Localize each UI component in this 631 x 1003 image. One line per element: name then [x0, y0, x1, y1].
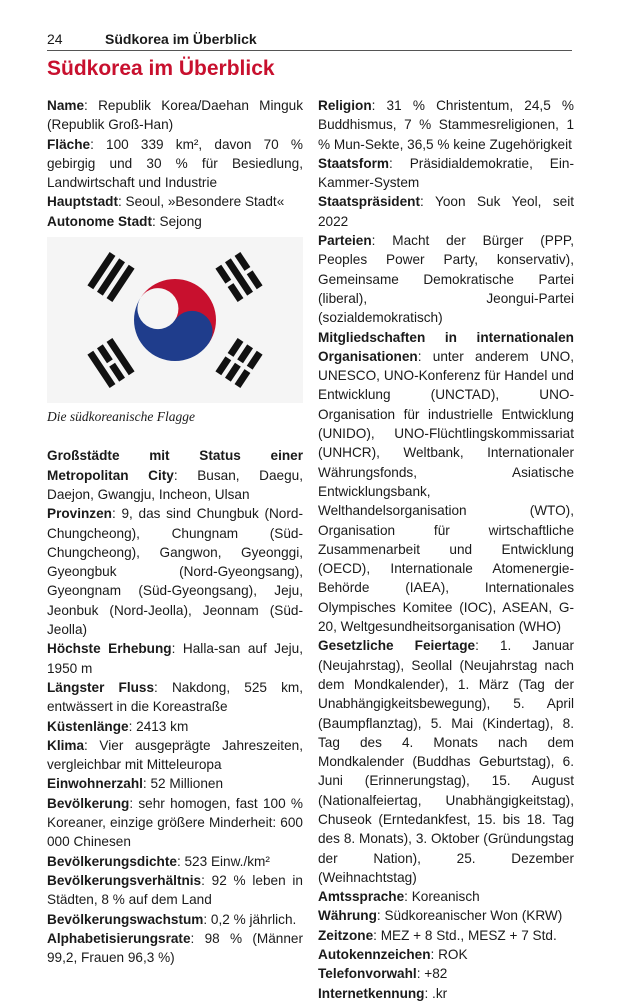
- fact-label: Internetkennung: [318, 985, 425, 1001]
- fact-entry: [318, 154, 574, 193]
- fact-text: : Macht der Bürger (PPP, Peoples Power Party, konservativ), Gemeinsame Demokratische Partei (liberal), Jeongui-Partei (sozialdemokratisch): [318, 233, 574, 326]
- fact-text: : .kr: [424, 985, 448, 1001]
- fact-entry: [47, 504, 303, 639]
- fact-entry: [318, 964, 574, 983]
- fact-text: : Sejong: [151, 213, 202, 229]
- fact-text: : 100 339 km², davon 70 % gebirgig und 30 % für Besiedlung, Landwirtschaft und Industrie: [47, 136, 303, 191]
- fact-entry: [47, 192, 303, 211]
- fact-text: : MEZ + 8 Std., MESZ + 7 Std.: [373, 927, 557, 943]
- fact-entry: [47, 96, 303, 135]
- fact-text: : 98 % (Männer 99,2, Frauen 96,3 %): [47, 930, 303, 966]
- fact-label: Religion: [318, 98, 372, 113]
- fact-label: Autokennzeichen: [318, 947, 431, 963]
- fact-text: : 92 % leben in Städten, 8 % auf dem Land: [47, 872, 303, 908]
- fact-label: Provinzen: [47, 506, 112, 522]
- fact-text: : Yoon Suk Yeol, seit 2022: [318, 194, 574, 229]
- fact-text: : Republik Korea/Daehan Minguk (Republik Groß-Han): [47, 98, 303, 133]
- fact-text: : Vier ausgeprägte Jahreszeiten, vergleichbar mit Mitteleuropa: [47, 737, 303, 773]
- fact-entry: [318, 636, 574, 887]
- fact-text: : Busan, Daegu, Daejon, Gwangju, Incheon, Ulsan: [47, 467, 303, 502]
- fact-entry: [318, 231, 574, 327]
- korean-flag-image: [47, 237, 303, 403]
- fact-entry: [318, 906, 574, 925]
- fact-label: Amtssprache: [318, 889, 405, 905]
- fact-entry: [47, 910, 303, 929]
- fact-text: : 9, das sind Chungbuk (Nord-Chungcheong), Chungnam (Süd-Chungcheong), Gangwon, Gyeonggi, Gyeongbuk (Nord-Gyeongsang), Gyeongnam (Süd-Gyeongsang), Jeju, Jeonbuk (Nord-Jeolla), Jeonnam (Süd-Jeolla): [47, 506, 303, 638]
- left-column: [47, 96, 303, 967]
- fact-text: : 523 Einw./km²: [176, 853, 270, 869]
- fact-label: Klima: [47, 737, 85, 753]
- fact-entry: [47, 717, 303, 736]
- fact-label: Bevölkerungsverhältnis: [47, 872, 202, 888]
- fact-label: Alphabetisierungsrate: [47, 930, 191, 946]
- fact-entry: [318, 328, 574, 637]
- fact-entry: [47, 639, 303, 678]
- fact-entry: [318, 984, 574, 1003]
- page-number: 24: [47, 31, 63, 47]
- fact-text: : Koreanisch: [404, 889, 480, 905]
- fact-label: Bevölkerungswachstum: [47, 911, 204, 927]
- fact-entry: [47, 736, 303, 775]
- right-entries: [318, 96, 574, 1003]
- fact-text: : ROK: [430, 947, 468, 963]
- fact-entry: [47, 852, 303, 871]
- fact-label: Hauptstadt: [47, 194, 118, 210]
- fact-label: Höchste Erhebung: [47, 641, 172, 657]
- fact-text: : 0,2 % jährlich.: [203, 911, 297, 927]
- fact-text: : 2413 km: [128, 718, 189, 734]
- fact-entry: [47, 212, 303, 231]
- fact-text: : Nakdong, 525 km, entwässert in die Koreastraße: [47, 679, 303, 715]
- fact-text: : Seoul, »Besondere Stadt«: [118, 194, 285, 210]
- fact-text: : Präsidialdemokratie, Ein-Kammer-System: [318, 155, 574, 191]
- fact-entry: [47, 446, 303, 504]
- left-bottom-entries: [47, 446, 303, 967]
- fact-text: : Halla-san auf Jeju, 1950 m: [47, 641, 304, 676]
- fact-label: Telefonvorwahl: [318, 966, 417, 982]
- fact-label: Mitgliedschaften in internationalen Organisationen: [318, 329, 574, 364]
- fact-label: Bevölkerungsdichte: [47, 853, 177, 869]
- fact-entry: [318, 926, 574, 945]
- fact-entry: [47, 774, 303, 793]
- fact-entry: [47, 678, 303, 717]
- fact-label: Einwohnerzahl: [47, 776, 143, 792]
- fact-entry: [47, 794, 303, 852]
- fact-text: : +82: [416, 966, 448, 982]
- fact-entry: [318, 887, 574, 906]
- fact-label: Zeitzone: [318, 927, 374, 943]
- fact-label: Großstädte mit Status einer Metropolitan City: [47, 448, 303, 483]
- fact-text: : 1. Januar (Neujahrstag), Seollal (Neujahrstag nach dem Mondkalender), 1. März (Tag der Unabhängigkeitsbewegung), 5. April (Baumpflanztag), 5. Mai (Kindertag), 8. Tag des 4. Monats nach dem Mondkalender (Buddhas Geburtstag), 6. Juni (Erinnerungstag), 15. August (Nationalfeiertag, Unabhängigkeitstag), Chuseok (Erntedankfest, 15. bis 18. Tag des 8. Monats), 3. Oktober (Gründungstag der Nation), 25. Dezember (Weihnachtstag): [318, 638, 574, 885]
- fact-label: Gesetzliche Feiertage: [318, 638, 476, 654]
- fact-entry: [318, 96, 574, 154]
- fact-entry: [47, 135, 303, 193]
- fact-label: Name: [47, 98, 85, 113]
- flag-caption: Die südkoreanische Flagge: [47, 409, 195, 425]
- fact-text: : 52 Millionen: [142, 776, 224, 792]
- fact-entry: [318, 945, 574, 964]
- fact-label: Parteien: [318, 233, 372, 249]
- fact-label: Autonome Stadt: [47, 213, 152, 229]
- running-header: [47, 31, 572, 51]
- fact-label: Währung: [318, 908, 377, 924]
- fact-text: : sehr homogen, fast 100 % Koreaner, einzige größere Minderheit: 600 000 Chinesen: [47, 795, 303, 850]
- page-title: Südkorea im Überblick: [47, 57, 275, 80]
- running-title: Südkorea im Überblick: [105, 31, 257, 47]
- right-column: [318, 96, 574, 1003]
- fact-label: Fläche: [47, 136, 91, 152]
- fact-label: Längster Fluss: [47, 679, 155, 695]
- left-top-entries: [47, 96, 303, 231]
- fact-label: Küstenlänge: [47, 718, 129, 734]
- fact-text: : 31 % Christentum, 24,5 % Buddhismus, 7 % Stammesreligionen, 1 % Mun-Sekte, 36,5 % keine Zugehörigkeit: [318, 98, 574, 152]
- fact-label: Bevölkerung: [47, 795, 130, 811]
- fact-entry: [318, 192, 574, 231]
- fact-text: : unter anderem UNO, UNESCO, UNO-Konferenz für Handel und Entwicklung (UNCTAD), UNO-Organisation für industrielle Entwicklung (UNIDO), UNO-Flüchtlingskommissariat (UNHCR), Weltbank, Internationaler Währungsfonds, Asiatische Entwicklungsbank, Welthandelsorganisation (WTO), Organisation für wirtschaftliche Zusammenarbeit und Entwicklung (OECD), Internationale Atomenergie-Behörde (IAEA), Internationales Olympisches Komitee (IOC), ASEAN, G-20, Weltgesundheitsorganisation (WHO): [318, 348, 574, 635]
- fact-label: Staatsform: [318, 155, 390, 171]
- fact-entry: [47, 929, 303, 968]
- fact-label: Staatspräsident: [318, 194, 420, 210]
- fact-text: : Südkoreanischer Won (KRW): [376, 908, 563, 924]
- fact-entry: [47, 871, 303, 910]
